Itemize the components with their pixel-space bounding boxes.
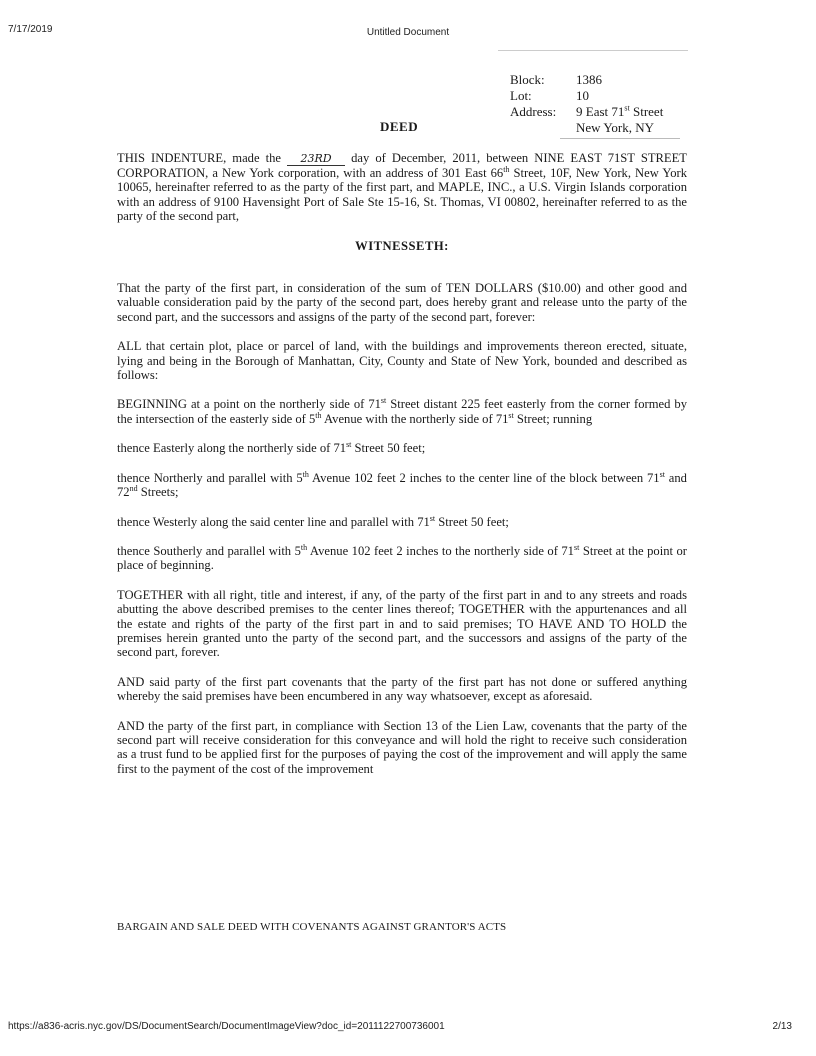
consideration-paragraph: That the party of the first part, in consideration of the sum of TEN DOLLARS ($10.00) and other good and valuable consideration paid by the party of the second part, does hereby grant and release unto the party of the second part, and the successors and assigns of the party of the second part, forever: (117, 281, 687, 324)
text: thence Northerly and parallel with 5 (117, 470, 303, 485)
text: Avenue with the northerly side of 71 (321, 411, 509, 426)
lot-label: Lot: (510, 88, 532, 103)
ordinal: th (300, 542, 308, 552)
ordinal: st (508, 410, 514, 420)
text: thence Westerly along the said center line and parallel with 71 (117, 514, 430, 529)
form-name: BARGAIN AND SALE DEED WITH COVENANTS AGAINST GRANTOR'S ACTS (117, 921, 507, 933)
lot-value: 10 (576, 88, 589, 103)
indenture-text: day of December, 2011, between NINE EAST 71ST STREET CORPORATION, a New York corporation, with an address of 301 East 66 (117, 151, 687, 180)
indenture-text: Street, 10F, New York, New York 10065, hereinafter referred to as the party of the first part, and MAPLE, INC., a U.S. Virgin Islands corporation with an address of 9100 Havensight Port of Sale Ste 15-16, St. Thomas, VI 00802, hereinafter referred to as the party of the second part, (117, 166, 688, 224)
southerly-paragraph (117, 544, 687, 573)
deed-title: DEED (380, 119, 419, 134)
witnesseth-heading: WITNESSETH: (355, 238, 449, 253)
text: Street at the point or place of beginning. (117, 543, 687, 573)
property-info (510, 73, 663, 135)
address-ordinal: st (624, 103, 630, 113)
northerly-paragraph (117, 471, 687, 500)
handwritten-day: 23RD (287, 153, 345, 166)
footer-page-indicator: 2/13 (772, 1021, 792, 1032)
block-row (510, 73, 663, 89)
scan-artifact (560, 138, 680, 139)
indenture-text: THIS INDENTURE, made the (117, 151, 288, 165)
address-row (510, 105, 663, 121)
beginning-paragraph (117, 397, 687, 426)
ordinal: th (315, 410, 322, 420)
text: Avenue 102 feet 2 inches to the northerly side of 71 (307, 543, 574, 558)
ordinal: st (380, 396, 387, 406)
scan-artifact (498, 50, 688, 51)
address-line2: New York, NY (576, 120, 655, 135)
ordinal: th (302, 469, 309, 479)
footer-url: https://a836-acris.nyc.gov/DS/DocumentSearch/DocumentImageView?doc_id=2011122700736001 (8, 1021, 445, 1032)
address-label: Address: (510, 104, 557, 119)
deed-body (117, 151, 687, 791)
block-value: 1386 (576, 72, 602, 87)
text: Avenue 102 feet 2 inches to the center line of the block between 71 (308, 470, 660, 485)
text: thence Southerly and parallel with 5 (117, 543, 301, 558)
ordinal: st (659, 469, 665, 479)
ordinal: st (429, 513, 436, 523)
text: and 72 (117, 470, 687, 500)
text: BEGINNING at a point on the northerly side of 71 (117, 397, 381, 412)
text: thence Easterly along the northerly side of 71 (117, 441, 347, 456)
lien-law-paragraph: AND the party of the first part, in compliance with Section 13 of the Lien Law, covenants that the party of the second part will receive consideration for this conveyance and will hold the right to receive such consideration as a trust fund to be applied first for the purposes of paying the cost of the improvement and will apply the same first to the payment of the cost of the improvement (117, 718, 687, 776)
print-page-title: Untitled Document (366, 27, 450, 38)
ordinal: st (573, 542, 580, 552)
all-that-paragraph: ALL that certain plot, place or parcel of land, with the buildings and improvements thereon erected, situate, lying and being in the Borough of Manhattan, City, County and State of New York, bounded and described as follows: (117, 339, 687, 383)
address-line1 (576, 105, 663, 121)
ordinal: nd (129, 483, 138, 493)
indenture-paragraph (117, 151, 687, 224)
lot-row (510, 89, 663, 105)
text: Street 50 feet; (351, 441, 426, 456)
text: Street 50 feet; (435, 514, 509, 529)
together-paragraph: TOGETHER with all right, title and interest, if any, of the party of the first part in and to any streets and roads abutting the above described premises to the center lines thereof; TOGETHER with the appurtenances and all the estate and rights of the party of the first part in and to said premises; TO HAVE AND TO HOLD the premises herein granted unto the party of the second part, and the successors and assigns of the party of the second part, forever. (117, 587, 687, 660)
covenant-paragraph: AND said party of the first part covenants that the party of the first part has not done or suffered anything whereby the said premises have been encumbered in any way whatsoever, except as aforesaid. (117, 674, 687, 704)
text: Street distant 225 feet easterly from the corner formed by the intersection of the easterly side of 5 (117, 397, 687, 426)
ordinal: th (503, 164, 510, 174)
westerly-paragraph (117, 515, 687, 529)
block-label: Block: (510, 72, 545, 87)
easterly-paragraph (117, 441, 687, 455)
text: Street; running (513, 411, 593, 426)
text: Streets; (137, 485, 179, 500)
address-text: Street (629, 104, 664, 119)
address-text: 9 East 71 (576, 104, 625, 119)
print-date: 7/17/2019 (8, 24, 53, 35)
ordinal: st (346, 440, 352, 450)
